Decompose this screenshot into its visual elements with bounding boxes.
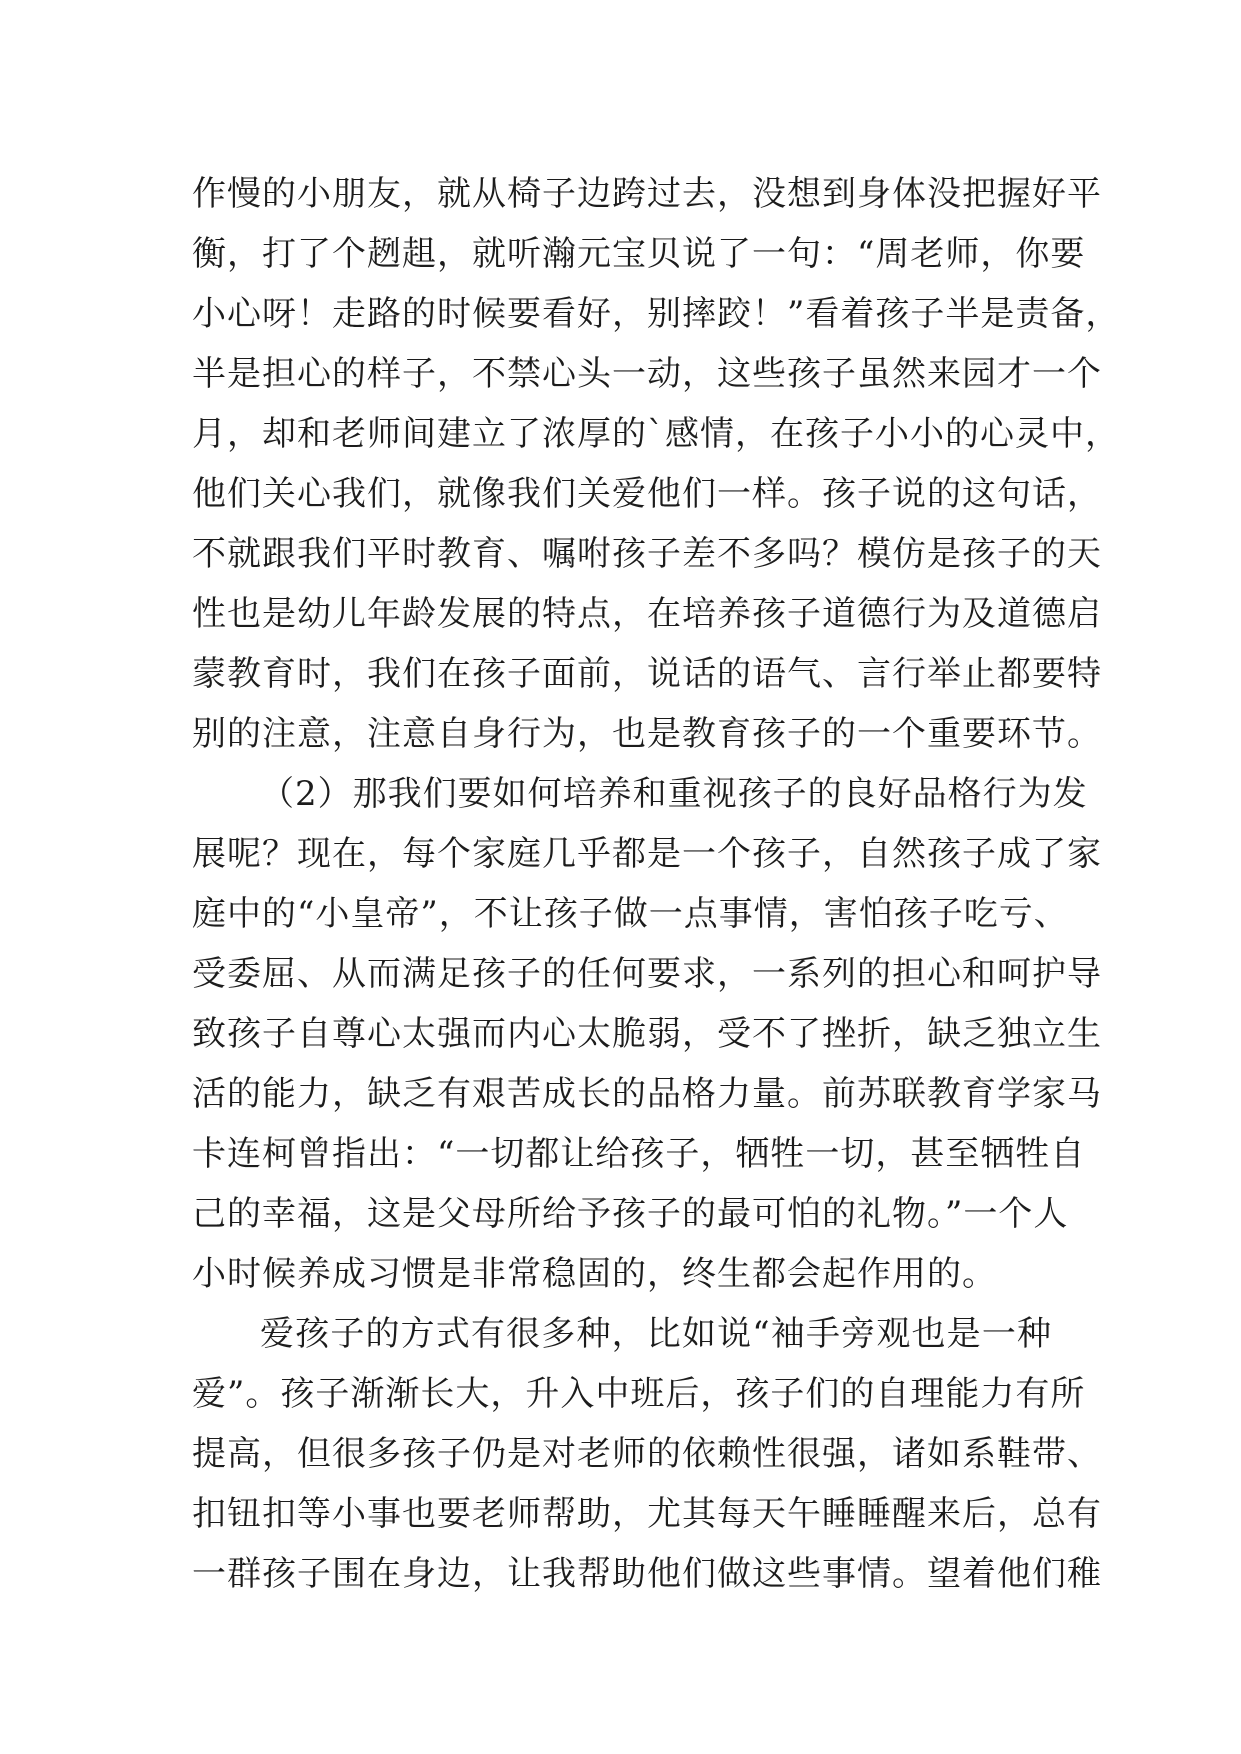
text-line: 蒙教育时，我们在孩子面前，说话的语气、言行举止都要特	[192, 654, 1102, 694]
text-line: 致孩子自尊心太强而内心太脆弱，受不了挫折，缺乏独立生	[192, 1014, 1102, 1054]
text-line: 展呢？现在，每个家庭几乎都是一个孩子，自然孩子成了家	[192, 834, 1102, 874]
text-line: 小心呀！走路的时候要看好，别摔跤！”看着孩子半是责备，	[192, 294, 1121, 334]
text-line: 卡连柯曾指出：“一切都让给孩子，牺牲一切，甚至牺牲自	[192, 1134, 1086, 1174]
text-line: 衡，打了个趔趄，就听瀚元宝贝说了一句：“周老师，你要	[192, 234, 1086, 274]
text-line: 一群孩子围在身边，让我帮助他们做这些事情。望着他们稚	[192, 1554, 1102, 1594]
text-line: 扣钮扣等小事也要老师帮助，尤其每天午睡睡醒来后，总有	[192, 1494, 1102, 1534]
text-line: 作慢的小朋友，就从椅子边跨过去，没想到身体没把握好平	[192, 174, 1102, 214]
text-line: 他们关心我们，就像我们关爱他们一样。孩子说的这句话，	[192, 474, 1102, 514]
text-line: 庭中的“小皇帝”，不让孩子做一点事情，害怕孩子吃亏、	[192, 894, 1069, 934]
text-line: 受委屈、从而满足孩子的任何要求，一系列的担心和呵护导	[192, 954, 1102, 994]
text-line: 不就跟我们平时教育、嘱咐孩子差不多吗？模仿是孩子的天	[192, 534, 1102, 574]
text-line: 半是担心的样子，不禁心头一动，这些孩子虽然来园才一个	[192, 354, 1102, 394]
text-line: 提高，但很多孩子仍是对老师的依赖性很强，诸如系鞋带、	[192, 1434, 1102, 1474]
text-line: 别的注意，注意自身行为，也是教育孩子的一个重要环节。	[192, 714, 1102, 754]
text-line: （2）那我们要如何培养和重视孩子的良好品格行为发	[260, 774, 1088, 814]
text-line: 性也是幼儿年龄发展的特点，在培养孩子道德行为及道德启	[192, 594, 1102, 634]
text-line: 爱孩子的方式有很多种，比如说“袖手旁观也是一种	[260, 1314, 1052, 1354]
text-line: 活的能力，缺乏有艰苦成长的品格力量。前苏联教育学家马	[192, 1074, 1102, 1114]
text-line: 爱”。孩子渐渐长大，升入中班后，孩子们的自理能力有所	[192, 1374, 1086, 1414]
text-line: 小时候养成习惯是非常稳固的，终生都会起作用的。	[192, 1254, 997, 1294]
body-text	[192, 164, 1121, 1604]
text-line: 己的幸福，这是父母所给予孩子的最可怕的礼物。”一个人	[192, 1194, 1069, 1234]
text-line: 月，却和老师间建立了浓厚的`感情，在孩子小小的心灵中，	[192, 414, 1120, 454]
